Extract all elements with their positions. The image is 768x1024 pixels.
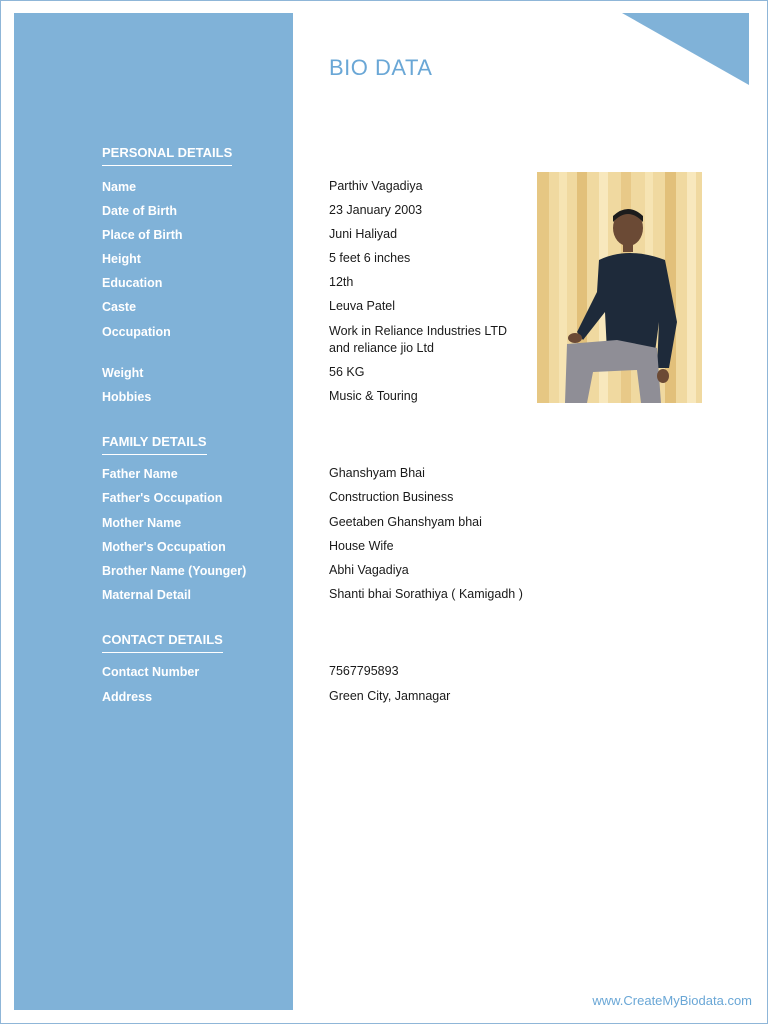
value-brother-name: Abhi Vagadiya [329,563,409,577]
value-education: 12th [329,275,354,289]
label-brother-name: Brother Name (Younger) [102,564,247,578]
profile-photo-illustration [537,172,702,403]
label-father-name: Father Name [102,467,178,481]
value-caste: Leuva Patel [329,299,396,313]
value-address: Green City, Jamnagar [329,689,451,703]
label-father-occupation: Father's Occupation [102,491,223,505]
value-weight: 56 KG [329,365,365,379]
family-details-heading: FAMILY DETAILS [102,434,207,455]
value-mother-name: Geetaben Ghanshyam bhai [329,515,482,529]
page-title: BIO DATA [329,55,433,80]
footer-website-link[interactable]: www.CreateMyBiodata.com [592,993,752,1008]
label-address: Address [102,690,153,704]
label-weight: Weight [102,366,144,380]
value-occupation: Work in Reliance Industries LTD and reliance jio Ltd [329,324,508,355]
label-place-of-birth: Place of Birth [102,228,183,242]
label-maternal-detail: Maternal Detail [102,588,191,602]
label-mother-name: Mother Name [102,516,182,530]
value-maternal-detail: Shanti bhai Sorathiya ( Kamigadh ) [329,587,523,601]
value-contact-number: 7567795893 [329,664,399,678]
label-hobbies: Hobbies [102,390,152,404]
value-father-name: Ghanshyam Bhai [329,466,425,480]
label-contact-number: Contact Number [102,665,200,679]
profile-photo [537,172,702,403]
value-height: 5 feet 6 inches [329,251,411,265]
value-hobbies: Music & Touring [329,389,418,403]
value-mother-occupation: House Wife [329,539,394,553]
personal-details-heading: PERSONAL DETAILS [102,145,232,166]
value-date-of-birth: 23 January 2003 [329,203,423,217]
label-caste: Caste [102,300,137,314]
label-date-of-birth: Date of Birth [102,204,177,218]
value-father-occupation: Construction Business [329,490,454,504]
label-education: Education [102,276,163,290]
value-name: Parthiv Vagadiya [329,179,423,193]
value-place-of-birth: Juni Haliyad [329,227,398,241]
label-name: Name [102,180,137,194]
label-occupation: Occupation [102,325,171,339]
label-height: Height [102,252,141,266]
contact-details-heading: CONTACT DETAILS [102,632,223,653]
label-mother-occupation: Mother's Occupation [102,540,226,554]
corner-triangle-decoration [620,13,750,86]
